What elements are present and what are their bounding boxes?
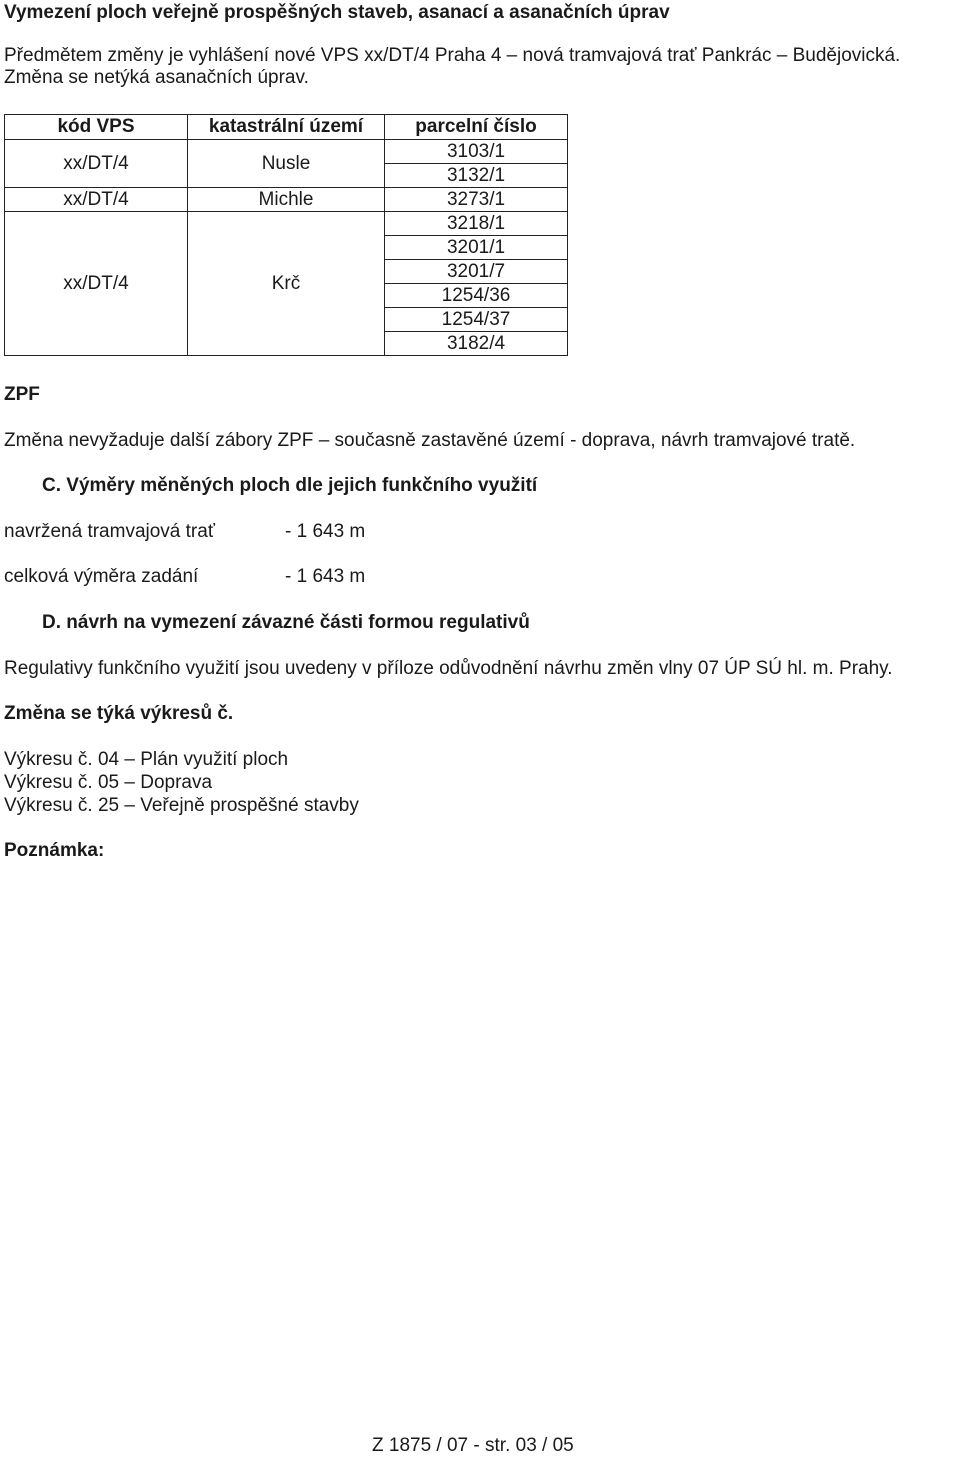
area-row-value: - 1 643 m xyxy=(285,521,366,542)
vps-parcel-cell: 3273/1 xyxy=(385,188,568,212)
table-row xyxy=(5,140,568,164)
drawing-item: Výkresu č. 25 – Veřejně prospěšné stavby xyxy=(4,795,359,816)
vps-parcel-cell: 1254/37 xyxy=(385,308,568,332)
vps-header-area: katastrální území xyxy=(188,115,385,140)
vps-parcel-cell: 3201/7 xyxy=(385,260,568,284)
area-row-value: - 1 643 m xyxy=(285,566,366,587)
page-heading: Vymezení ploch veřejně prospěšných staveb, asanací a asanačních úprav xyxy=(4,2,670,23)
table-row xyxy=(5,212,568,236)
intro-line-2: Změna se netýká asanačních úprav. xyxy=(4,67,309,88)
vps-area-cell: Nusle xyxy=(188,140,385,188)
vps-parcel-cell: 3132/1 xyxy=(385,164,568,188)
zpf-text: Změna nevyžaduje další zábory ZPF – současně zastavěné území - doprava, návrh tramvajové tratě. xyxy=(4,430,856,451)
section-c-title: C. Výměry měněných ploch dle jejich funkčního využití xyxy=(42,475,538,496)
vps-code-cell: xx/DT/4 xyxy=(5,140,188,188)
vps-area-cell: Krč xyxy=(188,212,385,356)
vps-table xyxy=(4,114,568,356)
vps-parcel-cell: 1254/36 xyxy=(385,284,568,308)
vps-parcel-cell: 3103/1 xyxy=(385,140,568,164)
vps-code-cell: xx/DT/4 xyxy=(5,188,188,212)
section-d-title: D. návrh na vymezení závazné části formou regulativů xyxy=(42,612,530,633)
vps-parcel-cell: 3182/4 xyxy=(385,332,568,356)
vps-parcel-cell: 3201/1 xyxy=(385,236,568,260)
zpf-title: ZPF xyxy=(4,384,40,405)
vps-parcel-cell: 3218/1 xyxy=(385,212,568,236)
vps-header-code: kód VPS xyxy=(5,115,188,140)
vps-header-parcel: parcelní číslo xyxy=(385,115,568,140)
area-row-label: navržená tramvajová trať xyxy=(4,521,215,542)
vps-code-cell: xx/DT/4 xyxy=(5,212,188,356)
intro-line-1: Předmětem změny je vyhlášení nové VPS xx/DT/4 Praha 4 – nová tramvajová trať Pankrác – Budějovická. xyxy=(4,45,901,66)
drawings-title: Změna se týká výkresů č. xyxy=(4,703,234,724)
vps-area-cell: Michle xyxy=(188,188,385,212)
note-title: Poznámka: xyxy=(4,840,105,861)
table-row xyxy=(5,188,568,212)
drawing-item: Výkresu č. 05 – Doprava xyxy=(4,772,213,793)
area-row-label: celková výměra zadání xyxy=(4,566,199,587)
page-footer: Z 1875 / 07 - str. 03 / 05 xyxy=(372,1435,574,1456)
vps-table-header-row xyxy=(5,115,568,140)
section-d-text: Regulativy funkčního využití jsou uvedeny v příloze odůvodnění návrhu změn vlny 07 ÚP SÚ hl. m. Prahy. xyxy=(4,658,893,679)
drawing-item: Výkresu č. 04 – Plán využití ploch xyxy=(4,749,289,770)
